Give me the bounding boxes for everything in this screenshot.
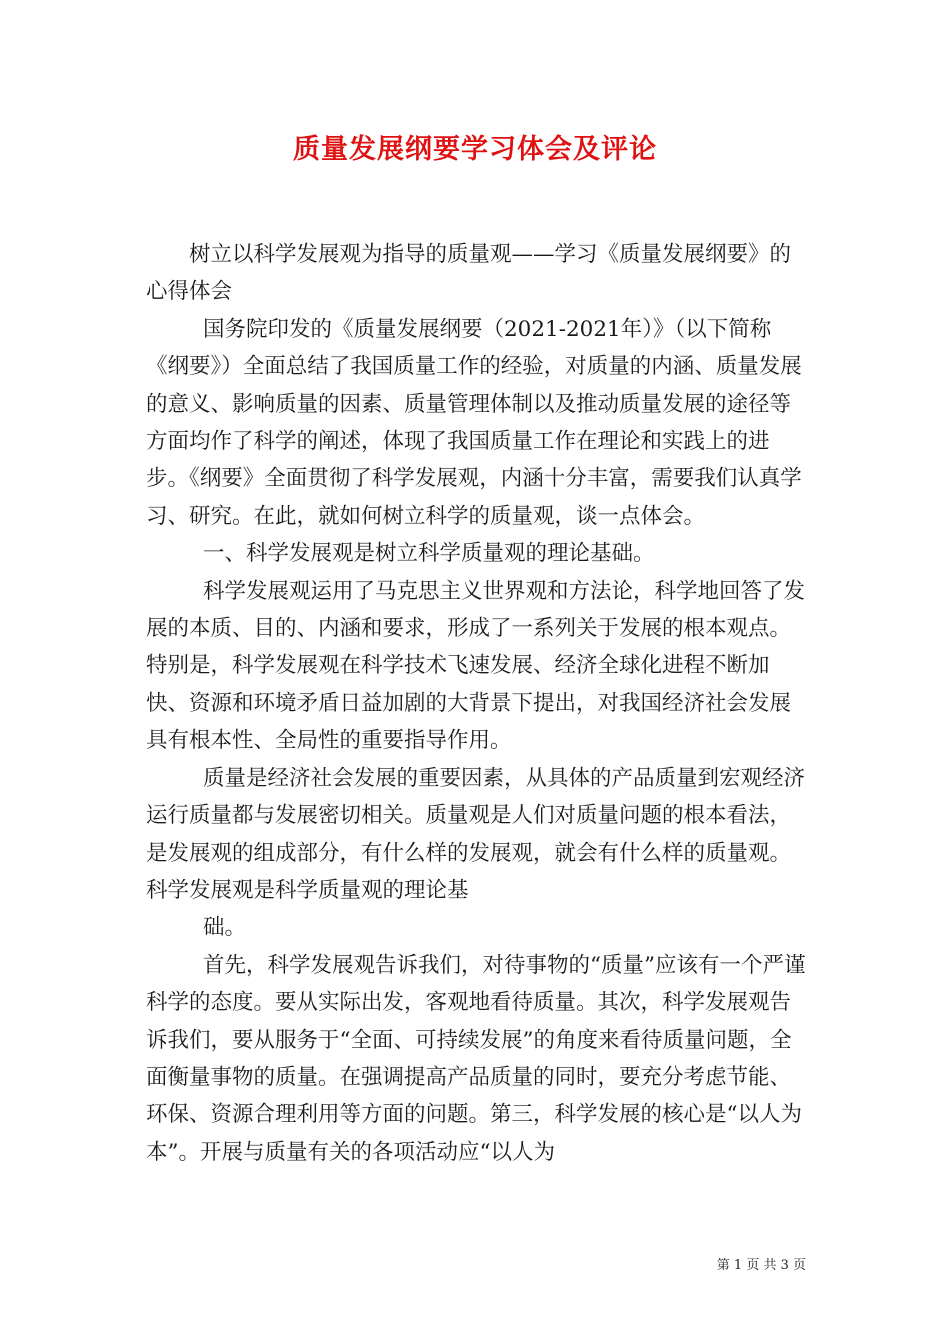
document-title: 质量发展纲要学习体会及评论	[293, 134, 657, 165]
subtitle-paragraph: 树立以科学发展观为指导的质量观——学习《质量发展纲要》的心得体会	[146, 242, 792, 305]
body-paragraph: 础。	[203, 915, 247, 941]
document-body	[146, 236, 806, 1171]
section-heading: 一、科学发展观是树立科学质量观的理论基础。	[203, 541, 655, 567]
body-paragraph: 质量是经济社会发展的重要因素，从具体的产品质量到宏观经济运行质量都与发展密切相关。质量观是人们对质量问题的根本看法，是发展观的组成部分，有什么样的发展观，就会有什么样的质量观。科学发展观是科学质量观的理论基	[146, 765, 806, 903]
body-paragraph: 首先，科学发展观告诉我们，对待事物的“质量”应该有一个严谨科学的态度。要从实际出发，客观地看待质量。其次，科学发展观告诉我们，要从服务于“全面、可持续发展”的角度来看待质量问题，全面衡量事物的质量。在强调提高产品质量的同时，要充分考虑节能、环保、资源合理利用等方面的问题。第三，科学发展的核心是“以人为本”。开展与质量有关的各项活动应“以人为	[146, 952, 806, 1165]
page-number: 第 1 页 共 3 页	[716, 1258, 806, 1273]
body-paragraph: 国务院印发的《质量发展纲要（2021-2021年）》（以下简称《纲要》）全面总结了我国质量工作的经验，对质量的内涵、质量发展的意义、影响质量的因素、质量管理体制以及推动质量发展的途径等方面均作了科学的阐述，体现了我国质量工作在理论和实践上的进步。《纲要》全面贯彻了科学发展观，内涵十分丰富，需要我们认真学习、研究。在此，就如何树立科学的质量观，谈一点体会。	[146, 316, 802, 529]
body-paragraph: 科学发展观运用了马克思主义世界观和方法论，科学地回答了发展的本质、目的、内涵和要求，形成了一系列关于发展的根本观点。特别是，科学发展观在科学技术飞速发展、经济全球化进程不断加快、资源和环境矛盾日益加剧的大背景下提出，对我国经济社会发展具有根本性、全局性的重要指导作用。	[146, 578, 806, 754]
